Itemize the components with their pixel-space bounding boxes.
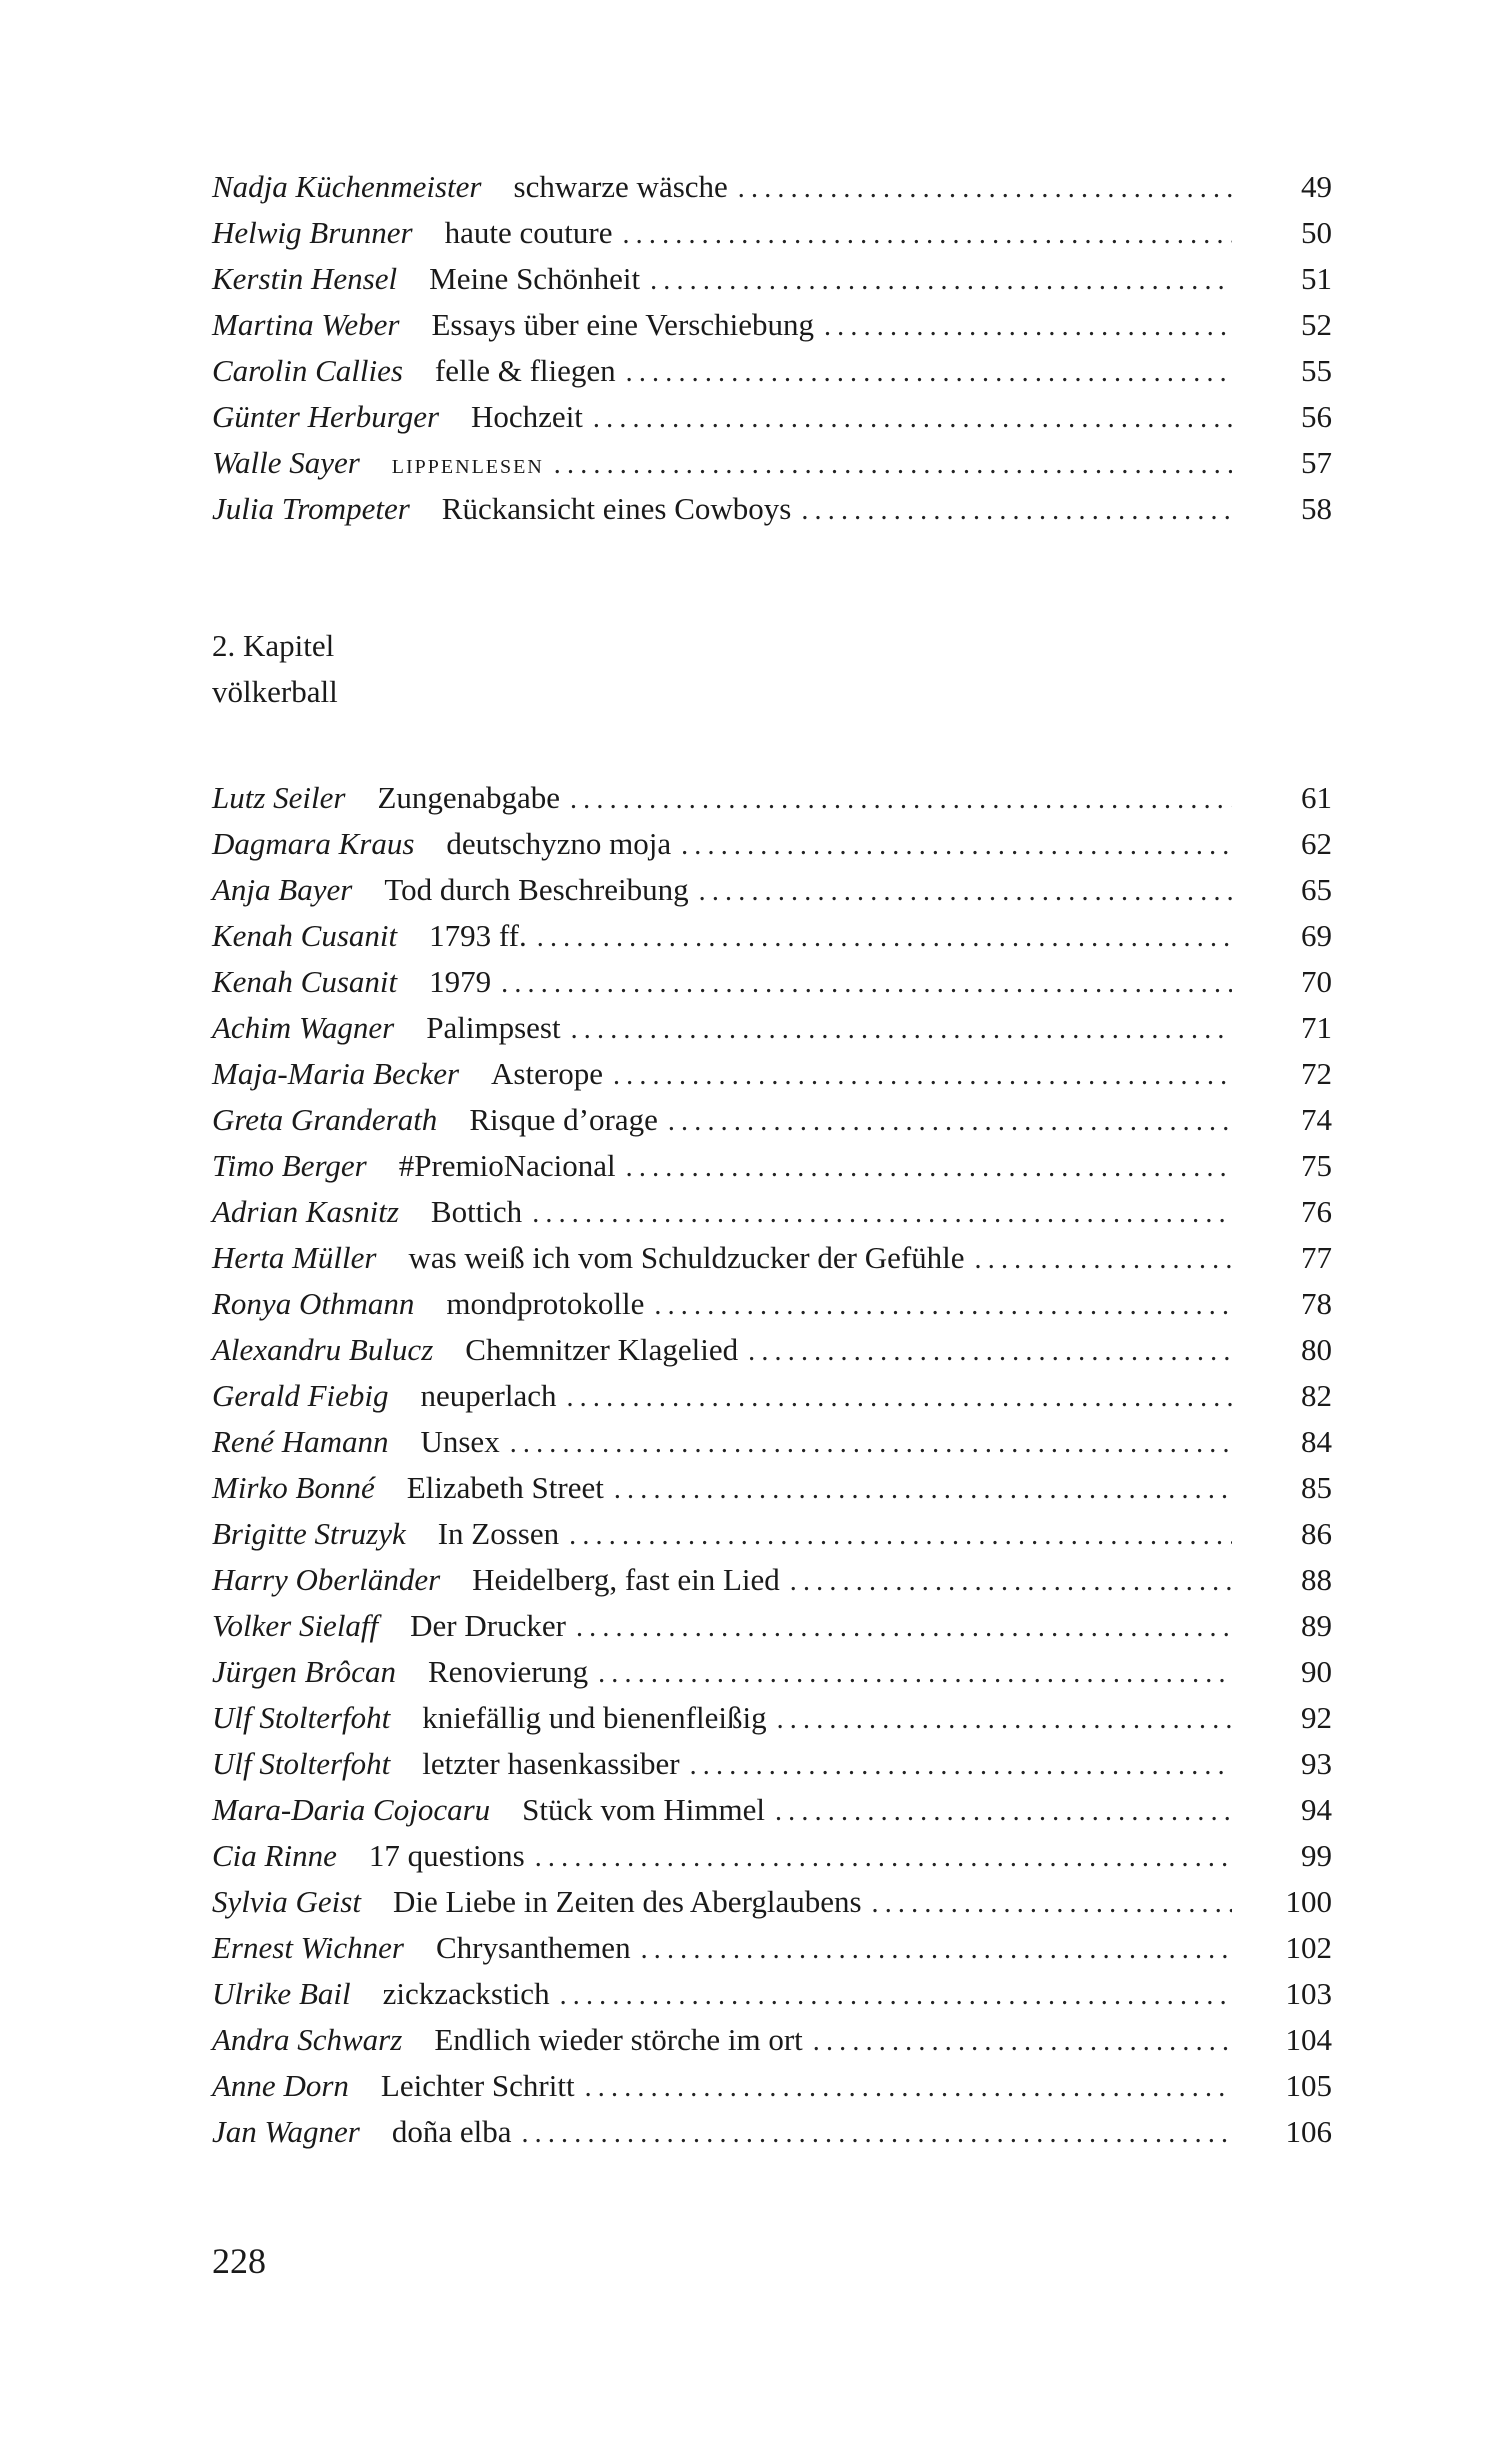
- toc-entry: [212, 1649, 1332, 1695]
- toc-entry: [212, 2063, 1332, 2109]
- dot-leader: [790, 1559, 1232, 1605]
- toc-author: Gerald Fiebig: [212, 1378, 389, 1413]
- dot-leader: [813, 2019, 1232, 2065]
- toc-entry: [212, 1189, 1332, 1235]
- toc-author: Anja Bayer: [212, 872, 353, 907]
- toc-entry: [212, 1557, 1332, 1603]
- toc-author: René Hamann: [212, 1424, 389, 1459]
- toc-author: Kerstin Hensel: [212, 261, 398, 296]
- dot-leader: [975, 1237, 1232, 1283]
- dot-leader: [801, 488, 1232, 534]
- toc-page-number: 106: [1285, 2114, 1332, 2149]
- toc-entry: [212, 1327, 1332, 1373]
- toc-entry: [212, 1833, 1332, 1879]
- dot-leader: [626, 350, 1232, 396]
- toc-entry: [212, 1373, 1332, 1419]
- dot-leader: [554, 442, 1232, 488]
- toc-author: Ronya Othmann: [212, 1286, 415, 1321]
- toc-author: Cia Rinne: [212, 1838, 337, 1873]
- toc-page-number: 69: [1301, 918, 1332, 953]
- dot-leader: [738, 166, 1232, 212]
- toc-entry: [212, 348, 1332, 394]
- toc-page-number: 74: [1301, 1102, 1332, 1137]
- toc-entry: [212, 1465, 1332, 1511]
- toc-author: Greta Granderath: [212, 1102, 438, 1137]
- toc-page-number: 86: [1301, 1516, 1332, 1551]
- toc-page-number: 92: [1301, 1700, 1332, 1735]
- toc-author: Kenah Cusanit: [212, 964, 398, 999]
- toc-title: Risque d’orage: [469, 1102, 658, 1137]
- toc-author: Ulf Stolterfoht: [212, 1700, 391, 1735]
- toc-entry: [212, 913, 1332, 959]
- toc-page-number: 100: [1285, 1884, 1332, 1919]
- dot-leader: [598, 1651, 1232, 1697]
- toc-page-number: 49: [1301, 169, 1332, 204]
- toc-page-number: 72: [1301, 1056, 1332, 1091]
- dot-leader: [532, 1191, 1232, 1237]
- toc-title: zickzackstich: [382, 1976, 550, 2011]
- toc-title: Zungenabgabe: [377, 780, 560, 815]
- toc-author: Ernest Wichner: [212, 1930, 404, 1965]
- dot-leader: [501, 961, 1232, 1007]
- toc-page-number: 58: [1301, 491, 1332, 526]
- toc-title: Asterope: [491, 1056, 603, 1091]
- toc-entry: [212, 1419, 1332, 1465]
- toc-entry: [212, 959, 1332, 1005]
- toc-author: Nadja Küchenmeister: [212, 169, 482, 204]
- toc-author: Jan Wagner: [212, 2114, 360, 2149]
- dot-leader: [775, 1789, 1232, 1835]
- toc-title: mondprotokolle: [446, 1286, 645, 1321]
- toc-entry: [212, 867, 1332, 913]
- dot-leader: [537, 915, 1232, 961]
- toc-page-number: 57: [1301, 445, 1332, 480]
- toc-author: Lutz Seiler: [212, 780, 346, 815]
- dot-leader: [668, 1099, 1232, 1145]
- dot-leader: [569, 1513, 1232, 1559]
- toc-page-number: 93: [1301, 1746, 1332, 1781]
- toc-entry: [212, 1235, 1332, 1281]
- toc-entry: [212, 2017, 1332, 2063]
- toc-title: lippenlesen: [391, 448, 544, 480]
- toc-author: Mara-Daria Cojocaru: [212, 1792, 491, 1827]
- dot-leader: [585, 2065, 1232, 2111]
- toc-entry: [212, 1051, 1332, 1097]
- toc-entry: [212, 1097, 1332, 1143]
- dot-leader: [748, 1329, 1232, 1375]
- toc-page-number: 90: [1301, 1654, 1332, 1689]
- toc-page-number: 51: [1301, 261, 1332, 296]
- toc-entry: [212, 2109, 1332, 2155]
- toc-section-2: [212, 775, 1332, 2155]
- toc-entry: [212, 256, 1332, 302]
- toc-page-number: 102: [1285, 1930, 1332, 1965]
- toc-author: Volker Sielaff: [212, 1608, 379, 1643]
- toc-title: 17 questions: [368, 1838, 525, 1873]
- toc-title: Essays über eine Verschiebung: [431, 307, 814, 342]
- dot-leader: [872, 1881, 1232, 1927]
- toc-title: felle & fliegen: [434, 353, 616, 388]
- dot-leader: [681, 823, 1232, 869]
- toc-author: Maja-Maria Becker: [212, 1056, 460, 1091]
- toc-entry: [212, 1281, 1332, 1327]
- toc-page-number: 103: [1285, 1976, 1332, 2011]
- dot-leader: [613, 1053, 1232, 1099]
- toc-title: kniefällig und bienenfleißig: [422, 1700, 767, 1735]
- toc-page-number: 88: [1301, 1562, 1332, 1597]
- toc-title: Endlich wieder störche im ort: [434, 2022, 803, 2057]
- toc-page-number: 65: [1301, 872, 1332, 907]
- toc-entry: [212, 1787, 1332, 1833]
- dot-leader: [521, 2111, 1232, 2157]
- dot-leader: [535, 1835, 1232, 1881]
- toc-page-number: 99: [1301, 1838, 1332, 1873]
- toc-entry: [212, 302, 1332, 348]
- toc-title: 1979: [429, 964, 492, 999]
- toc-author: Martina Weber: [212, 307, 400, 342]
- dot-leader: [777, 1697, 1232, 1743]
- toc-page-number: 105: [1285, 2068, 1332, 2103]
- chapter-name: völkerball: [212, 674, 338, 709]
- toc-author: Kenah Cusanit: [212, 918, 398, 953]
- toc-page-number: 104: [1285, 2022, 1332, 2057]
- dot-leader: [560, 1973, 1232, 2019]
- toc-page-number: 52: [1301, 307, 1332, 342]
- toc-title: Bottich: [430, 1194, 523, 1229]
- toc-title: deutschyzno moja: [446, 826, 672, 861]
- toc-author: Günter Herburger: [212, 399, 440, 434]
- toc-author: Helwig Brunner: [212, 215, 413, 250]
- chapter-heading: [212, 623, 338, 715]
- toc-author: Harry Oberländer: [212, 1562, 441, 1597]
- toc-title: Meine Schönheit: [429, 261, 641, 296]
- toc-title: was weiß ich vom Schuldzucker der Gefühle: [408, 1240, 965, 1275]
- toc-title: doña elba: [391, 2114, 512, 2149]
- toc-entry: [212, 1005, 1332, 1051]
- toc-entry: [212, 1603, 1332, 1649]
- toc-author: Anne Dorn: [212, 2068, 349, 2103]
- toc-page-number: 71: [1301, 1010, 1332, 1045]
- dot-leader: [571, 1007, 1232, 1053]
- toc-author: Sylvia Geist: [212, 1884, 361, 1919]
- toc-title: In Zossen: [437, 1516, 560, 1551]
- toc-page-number: 55: [1301, 353, 1332, 388]
- toc-entry: [212, 210, 1332, 256]
- toc-entry: [212, 1741, 1332, 1787]
- toc-entry: [212, 486, 1332, 532]
- toc-title: Der Drucker: [410, 1608, 566, 1643]
- toc-page-number: 61: [1301, 780, 1332, 815]
- toc-title: Die Liebe in Zeiten des Aberglaubens: [392, 1884, 862, 1919]
- toc-title: Chrysanthemen: [436, 1930, 631, 1965]
- toc-author: Mirko Bonné: [212, 1470, 375, 1505]
- toc-author: Julia Trompeter: [212, 491, 410, 526]
- toc-title: Hochzeit: [471, 399, 583, 434]
- toc-entry: [212, 394, 1332, 440]
- toc-page-number: 80: [1301, 1332, 1332, 1367]
- toc-entry: [212, 775, 1332, 821]
- toc-section-1: [212, 164, 1332, 532]
- toc-author: Walle Sayer: [212, 445, 360, 480]
- dot-leader: [650, 258, 1232, 304]
- toc-title: Leichter Schritt: [380, 2068, 575, 2103]
- toc-page-number: 75: [1301, 1148, 1332, 1183]
- toc-title: Unsex: [420, 1424, 500, 1459]
- toc-entry: [212, 1879, 1332, 1925]
- toc-author: Alexandru Bulucz: [212, 1332, 434, 1367]
- toc-author: Jürgen Brôcan: [212, 1654, 396, 1689]
- dot-leader: [566, 1375, 1232, 1421]
- dot-leader: [576, 1605, 1232, 1651]
- toc-title: Stück vom Himmel: [522, 1792, 765, 1827]
- dot-leader: [641, 1927, 1232, 1973]
- dot-leader: [626, 1145, 1232, 1191]
- toc-author: Ulrike Bail: [212, 1976, 351, 2011]
- toc-entry: [212, 1511, 1332, 1557]
- dot-leader: [593, 396, 1232, 442]
- dot-leader: [690, 1743, 1232, 1789]
- toc-title: letzter hasenkassiber: [422, 1746, 680, 1781]
- toc-page-number: 94: [1301, 1792, 1332, 1827]
- toc-author: Timo Berger: [212, 1148, 367, 1183]
- toc-title: Chemnitzer Klagelied: [465, 1332, 739, 1367]
- toc-title: #PremioNacional: [398, 1148, 616, 1183]
- toc-title: Heidelberg, fast ein Lied: [472, 1562, 780, 1597]
- dot-leader: [699, 869, 1232, 915]
- dot-leader: [570, 777, 1232, 823]
- dot-leader: [510, 1421, 1232, 1467]
- toc-entry: [212, 821, 1332, 867]
- toc-page-number: 70: [1301, 964, 1332, 999]
- toc-title: schwarze wäsche: [513, 169, 728, 204]
- toc-author: Achim Wagner: [212, 1010, 395, 1045]
- toc-entry: [212, 440, 1332, 486]
- toc-title: Tod durch Beschreibung: [384, 872, 689, 907]
- toc-author: Dagmara Kraus: [212, 826, 415, 861]
- dot-leader: [824, 304, 1232, 350]
- dot-leader: [614, 1467, 1232, 1513]
- toc-page-number: 85: [1301, 1470, 1332, 1505]
- toc-author: Herta Müller: [212, 1240, 377, 1275]
- toc-title: 1793 ff.: [429, 918, 527, 953]
- dot-leader: [654, 1283, 1232, 1329]
- toc-page-number: 89: [1301, 1608, 1332, 1643]
- toc-title: Rückansicht eines Cowboys: [441, 491, 792, 526]
- toc-title: neuperlach: [420, 1378, 557, 1413]
- toc-page-number: 77: [1301, 1240, 1332, 1275]
- toc-entry: [212, 1925, 1332, 1971]
- toc-page-number: 78: [1301, 1286, 1332, 1321]
- toc-page-number: 84: [1301, 1424, 1332, 1459]
- dot-leader: [622, 212, 1232, 258]
- toc-author: Adrian Kasnitz: [212, 1194, 399, 1229]
- toc-title: Renovierung: [427, 1654, 589, 1689]
- toc-author: Ulf Stolterfoht: [212, 1746, 391, 1781]
- toc-author: Andra Schwarz: [212, 2022, 403, 2057]
- toc-page-number: 76: [1301, 1194, 1332, 1229]
- toc-entry: [212, 1143, 1332, 1189]
- toc-entry: [212, 1971, 1332, 2017]
- toc-page-number: 50: [1301, 215, 1332, 250]
- chapter-number: 2. Kapitel: [212, 628, 335, 663]
- toc-page-number: 82: [1301, 1378, 1332, 1413]
- toc-author: Carolin Callies: [212, 353, 403, 388]
- toc-author: Brigitte Struzyk: [212, 1516, 406, 1551]
- toc-title: haute couture: [444, 215, 613, 250]
- toc-title: Elizabeth Street: [406, 1470, 604, 1505]
- toc-entry: [212, 164, 1332, 210]
- toc-page-number: 62: [1301, 826, 1332, 861]
- toc-entry: [212, 1695, 1332, 1741]
- toc-page-number: 56: [1301, 399, 1332, 434]
- page-number: 228: [212, 2241, 266, 2281]
- toc-title: Palimpsest: [426, 1010, 561, 1045]
